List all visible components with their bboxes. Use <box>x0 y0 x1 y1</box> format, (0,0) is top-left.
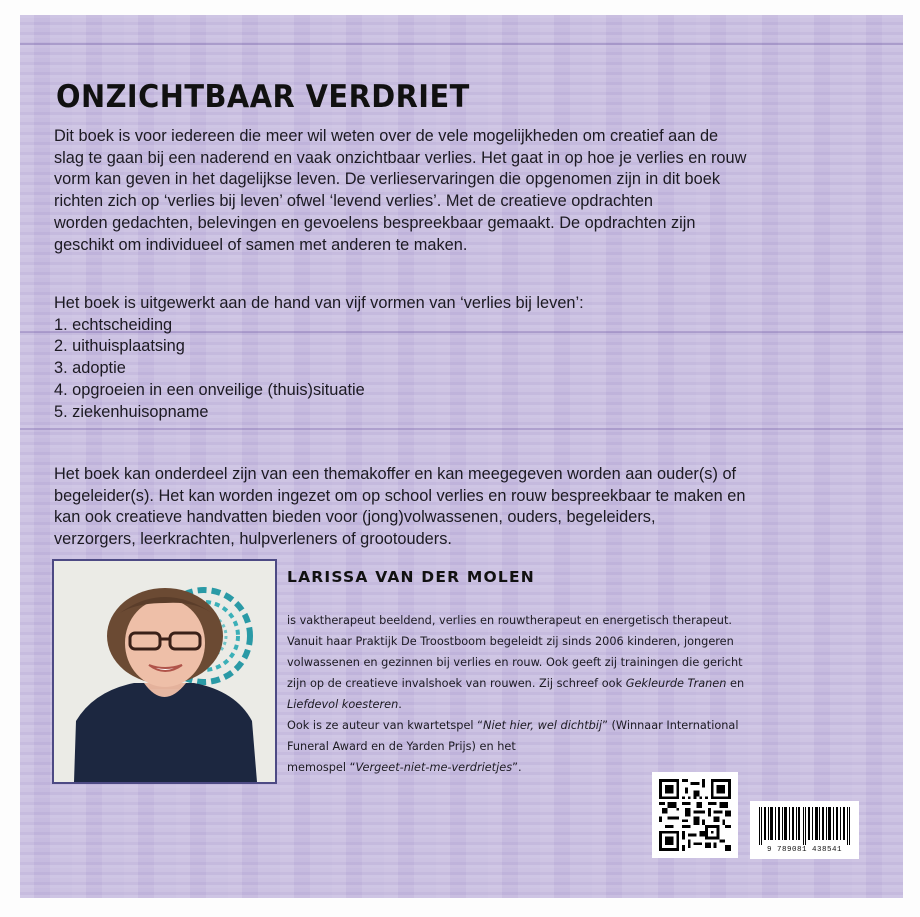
bio-text: ”. <box>512 761 522 774</box>
intro-line: worden gedachten, belevingen en gevoelens bespreekbaar gemaakt. De opdrachten zijn <box>54 212 696 232</box>
list-item: 1. echtscheiding <box>54 314 173 334</box>
intro-paragraph <box>54 125 872 255</box>
intro-line: richten zich op ‘verlies bij leven’ ofwel ‘levend verlies’. Met de creatieve opdrachten <box>54 191 654 211</box>
bio-text: zijn op de creatieve invalshoek van rouwen. Zij schreef ook <box>287 677 626 690</box>
isbn-barcode <box>750 801 859 859</box>
intro-line: slag te gaan bij een naderend en vaak onzichtbaar verlies. Het gaat in op hoe je verlies en rouw <box>54 147 747 167</box>
intro-line: vorm kan geven in het dagelijkse leven. De verlieservaringen die opgenomen zijn in dit boek <box>54 169 720 189</box>
list-item: 2. uithuisplaatsing <box>54 336 185 356</box>
bio-text: memospel “ <box>287 761 356 774</box>
qr-code-icon <box>659 779 731 851</box>
list-item: 5. ziekenhuisopname <box>54 401 209 421</box>
isbn-digits: 9 789081 438541 <box>766 845 842 854</box>
intro-line: Dit boek is voor iedereen die meer wil weten over de vele mogelijkheden om creatief aan de <box>54 126 719 145</box>
barcode-icon <box>757 807 853 845</box>
bio-line <box>287 694 887 715</box>
author-photo <box>52 559 277 784</box>
author-name: LARISSA VAN DER MOLEN <box>287 568 535 586</box>
game-title-vergeet-niet: Vergeet-niet-me-verdrietjes <box>355 761 513 774</box>
bio-text: en <box>726 677 745 690</box>
usage-line: Het boek kan onderdeel zijn van een themakoffer en kan meegegeven worden aan ouder(s) of <box>54 464 737 483</box>
bio-line: Funeral Award en de Yarden Prijs) en het <box>287 740 516 753</box>
bio-line: volwassenen en gezinnen bij verlies en rouw. Ook geeft zij trainingen die gericht <box>287 656 743 669</box>
usage-line: verzorgers, leerkrachten, hulpverleners of grootouders. <box>54 529 452 549</box>
qr-code[interactable] <box>652 772 738 858</box>
bio-text: Ook is ze auteur van kwartetspel “ <box>287 719 483 732</box>
forms-intro: Het boek is uitgewerkt aan de hand van vijf vormen van ‘verlies bij leven’: <box>54 293 584 312</box>
forms-list <box>54 314 872 423</box>
list-item: 3. adoptie <box>54 358 126 378</box>
book-back-cover <box>20 15 903 898</box>
bio-line: is vaktherapeut beeldend, verlies en rouwtherapeut en energetisch therapeut. <box>287 614 732 627</box>
bio-line <box>287 757 887 778</box>
usage-line: begeleider(s). Het kan worden ingezet om op school verlies en rouw bespreekbaar te maken en <box>54 485 746 505</box>
texture-line <box>20 428 903 430</box>
bio-text: ” (Winnaar International <box>602 719 739 732</box>
book-title-gekleurde-tranen: Gekleurde Tranen <box>625 677 727 690</box>
usage-line: kan ook creatieve handvatten bieden voor (jong)volwassenen, ouders, begeleiders, <box>54 507 656 527</box>
bio-text: . <box>398 698 402 711</box>
bio-line <box>287 715 887 736</box>
bio-line: Vanuit haar Praktijk De Troostboom begeleidt zij sinds 2006 kinderen, jongeren <box>287 635 734 648</box>
author-bio <box>287 610 887 778</box>
portrait-illustration <box>54 561 275 782</box>
usage-paragraph <box>54 463 872 550</box>
book-title: ONZICHTBAAR VERDRIET <box>56 79 470 115</box>
book-title-liefdevol-koesteren: Liefdevol koesteren <box>287 698 399 711</box>
bio-line <box>287 673 887 694</box>
game-title-niet-hier: Niet hier, wel dichtbij <box>483 719 603 732</box>
texture-line <box>20 43 903 45</box>
list-item: 4. opgroeien in een onveilige (thuis)situatie <box>54 379 365 399</box>
intro-line: geschikt om individueel of samen met anderen te maken. <box>54 234 468 254</box>
forms-section <box>54 292 872 422</box>
